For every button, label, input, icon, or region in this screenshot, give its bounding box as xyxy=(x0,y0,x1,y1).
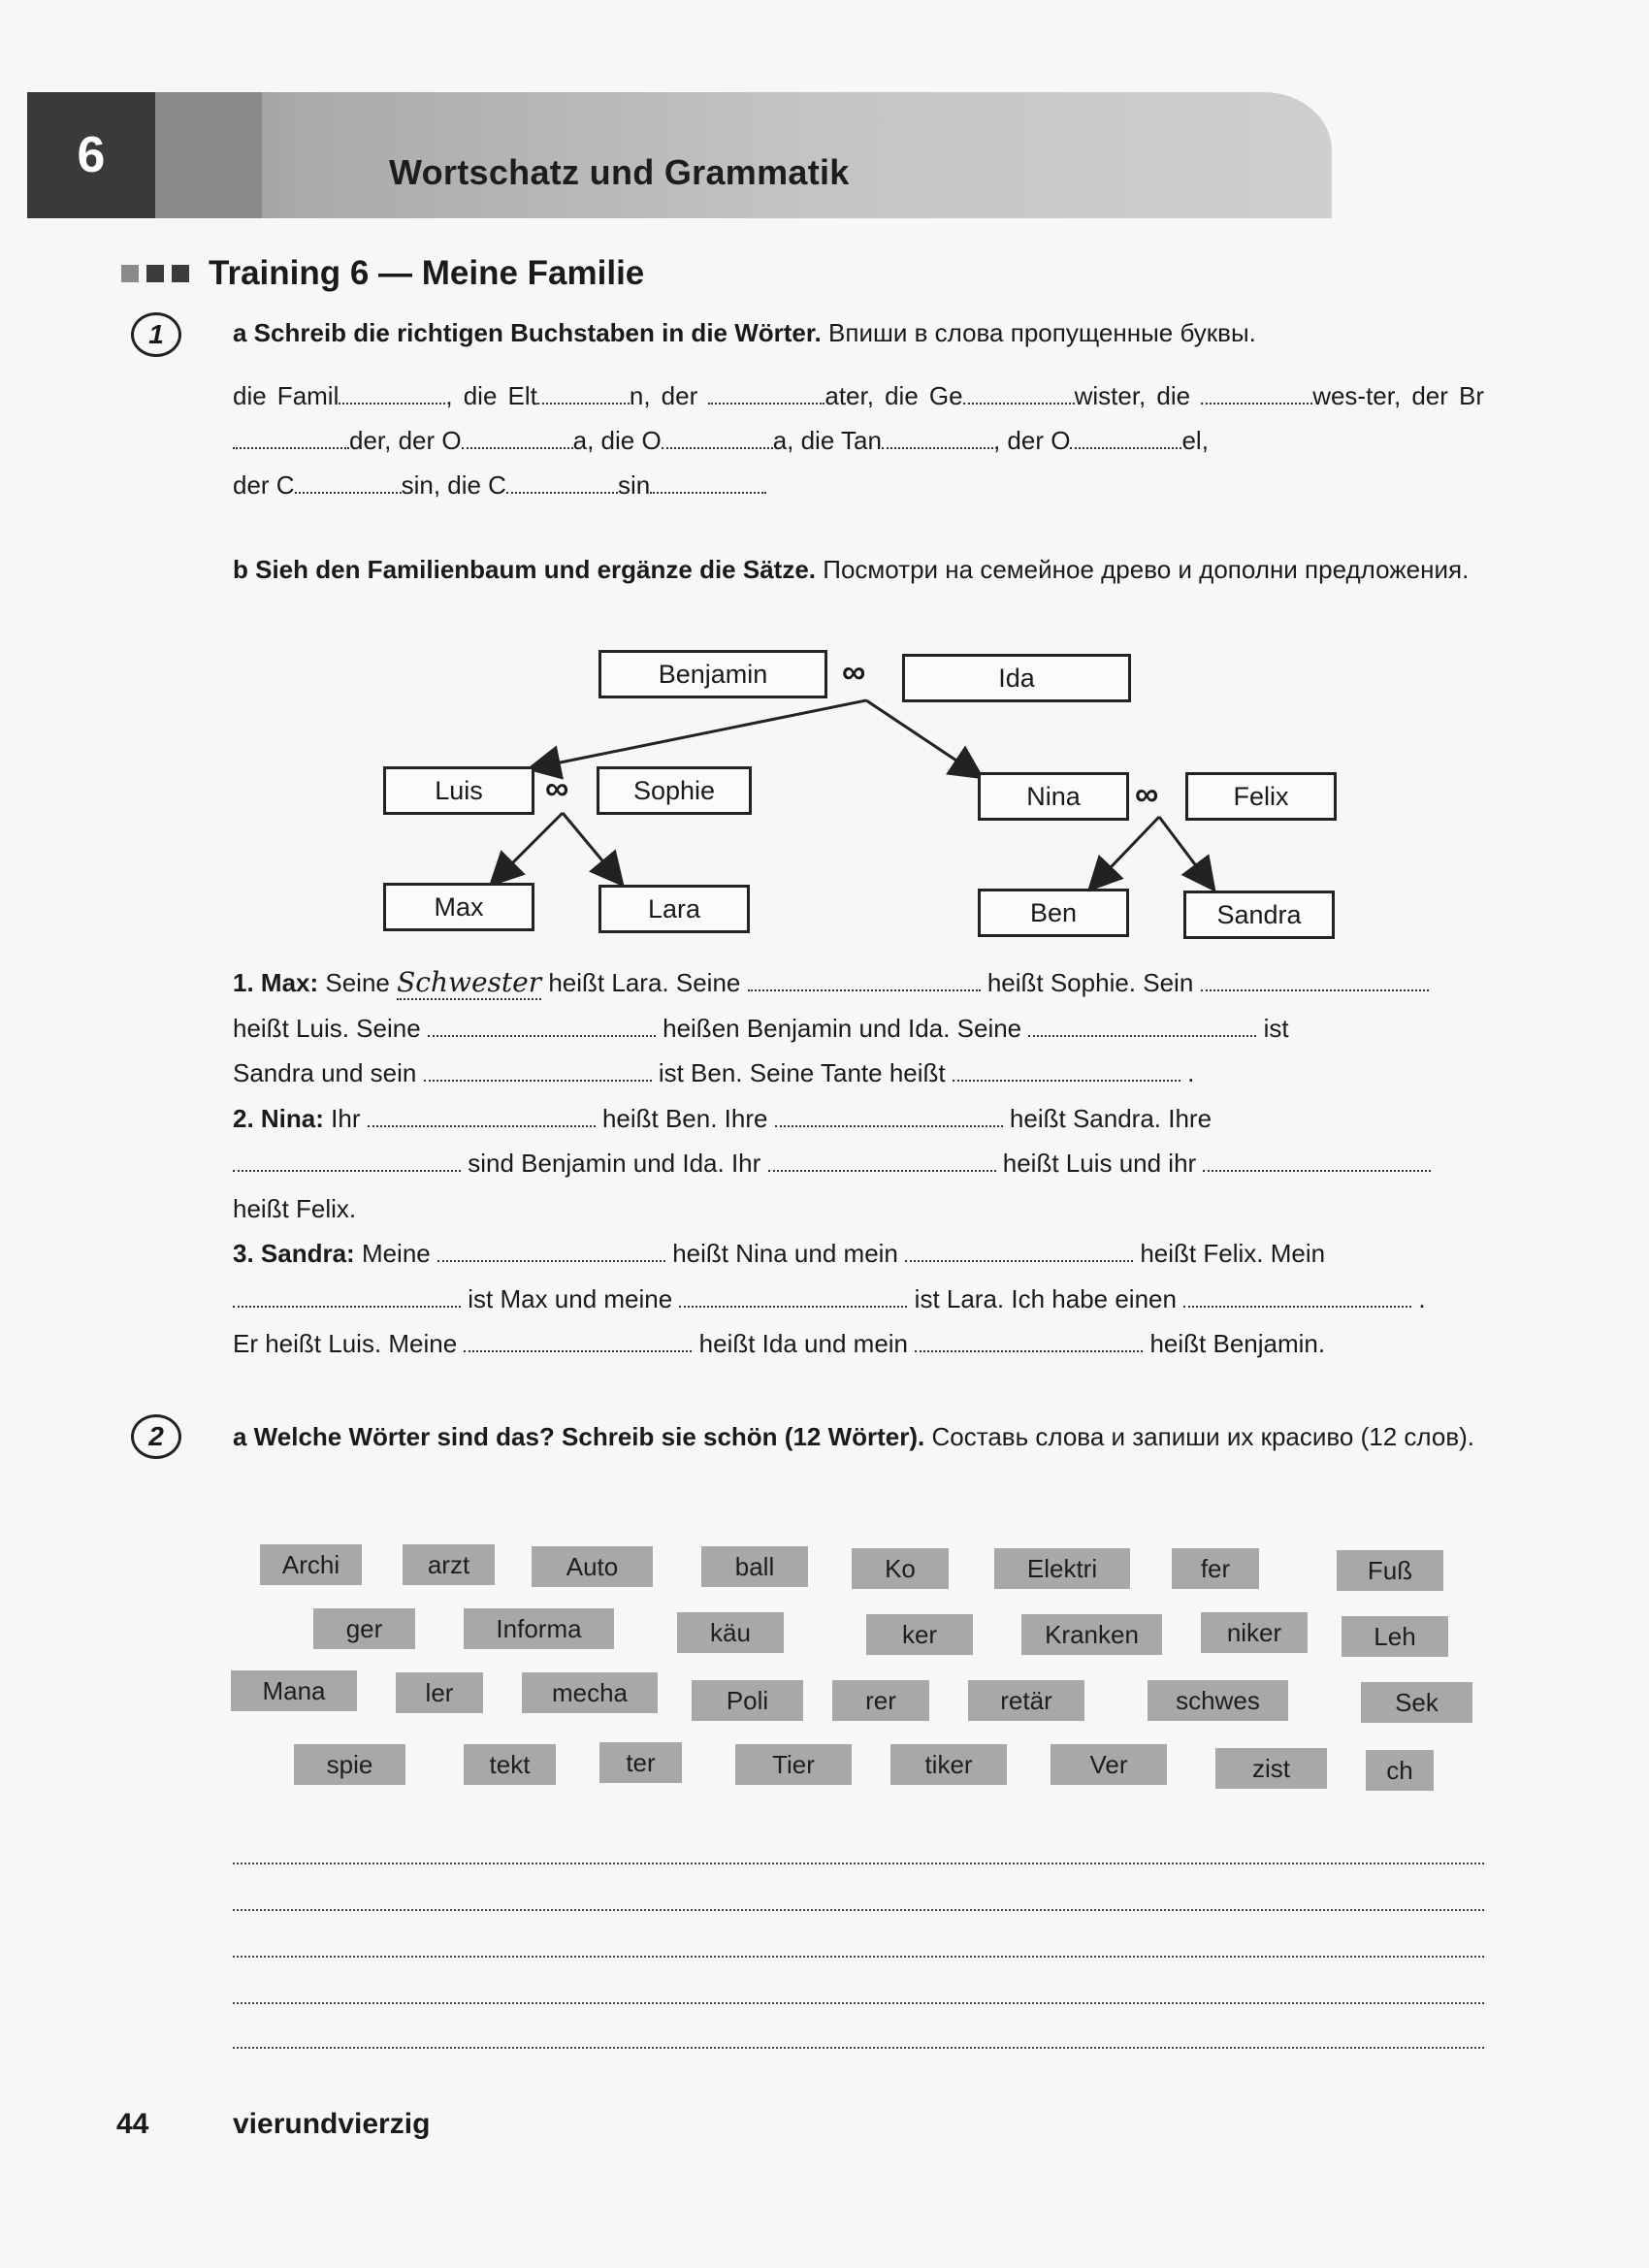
syllable-tile[interactable]: fer xyxy=(1172,1548,1259,1589)
blank-line[interactable] xyxy=(662,426,773,449)
tree-node-max: Max xyxy=(383,883,534,931)
exercise-1b-instruction xyxy=(233,553,1484,586)
sentence-text: heißt Lara. Seine xyxy=(541,968,748,997)
syllable-tile[interactable]: Ver xyxy=(1051,1744,1167,1785)
answer-line[interactable] xyxy=(233,2002,1484,2004)
sentence-text: heißt Luis und ihr xyxy=(995,1149,1204,1178)
chapter-header xyxy=(27,92,1332,218)
blank-line[interactable] xyxy=(679,1284,907,1308)
gap-text-part: el, xyxy=(1181,426,1209,455)
instruction-de: a Schreib die richtigen Buchstaben in die Wörter. xyxy=(233,318,822,347)
tree-arrow xyxy=(493,813,563,883)
syllable-tile[interactable]: käu xyxy=(677,1612,784,1653)
syllable-tile[interactable]: schwes xyxy=(1148,1680,1288,1721)
sentence-text: heißt Benjamin. xyxy=(1143,1329,1326,1358)
wedding-rings-icon: ∞ xyxy=(545,770,569,807)
instruction-de: a Welche Wörter sind das? Schreib sie schön (12 Wörter). xyxy=(233,1422,925,1451)
gap-text-part: sin, die C xyxy=(401,470,506,500)
handwritten-answer: Schwester xyxy=(397,966,542,998)
sentence-text: Seine xyxy=(318,968,398,997)
sentence-text: ist Ben. Seine Tante heißt xyxy=(651,1058,953,1087)
blank-line[interactable] xyxy=(1201,968,1429,991)
blank-line[interactable] xyxy=(339,381,445,405)
blank-line[interactable] xyxy=(768,1149,996,1172)
tree-node-sophie: Sophie xyxy=(597,766,752,815)
answer-line[interactable] xyxy=(233,1956,1484,1958)
blank-line[interactable] xyxy=(233,1149,461,1172)
exercise-2a-instruction xyxy=(233,1420,1484,1453)
tree-node-ben: Ben xyxy=(978,889,1129,937)
square-icon xyxy=(146,265,164,282)
tree-arrow xyxy=(866,700,980,776)
exercise-number-2: 2 xyxy=(131,1414,181,1459)
syllable-tile[interactable]: zist xyxy=(1215,1748,1327,1789)
blank-line[interactable] xyxy=(424,1058,652,1082)
syllable-tile[interactable]: retär xyxy=(968,1680,1084,1721)
sentence-text: ist xyxy=(1256,1013,1289,1043)
syllable-tile[interactable]: ler xyxy=(396,1672,483,1713)
sentence-text: ist Max und meine xyxy=(461,1283,680,1313)
syllable-tile[interactable]: Fuß xyxy=(1337,1550,1443,1591)
gap-text-part: wes-ter, der Br xyxy=(1312,381,1485,410)
syllable-tile[interactable]: Kranken xyxy=(1021,1614,1162,1655)
syllable-tile[interactable]: ger xyxy=(313,1608,415,1649)
blank-line[interactable] xyxy=(1183,1284,1411,1308)
sentence-text: heißt Ben. Ihre xyxy=(595,1103,775,1133)
syllable-tile[interactable]: Poli xyxy=(692,1680,803,1721)
blank-line[interactable] xyxy=(905,1239,1133,1262)
syllable-tile[interactable]: ball xyxy=(701,1546,808,1587)
blank-line[interactable] xyxy=(437,1239,665,1262)
tree-node-sandra: Sandra xyxy=(1183,891,1335,939)
blank-line[interactable] xyxy=(650,470,766,494)
header-title: Wortschatz und Grammatik xyxy=(389,152,850,192)
gap-text-part: , der O xyxy=(992,426,1071,455)
gap-text-part: , die Elt xyxy=(445,381,537,410)
training-title: Training 6 — Meine Familie xyxy=(209,254,645,292)
syllable-tile[interactable]: arzt xyxy=(403,1544,495,1585)
tree-arrow xyxy=(1159,817,1212,888)
sentence-text: ist Lara. Ich habe einen xyxy=(907,1283,1184,1313)
syllable-tile[interactable]: tekt xyxy=(464,1744,556,1785)
sentence-text: heißen Benjamin und Ida. Seine xyxy=(655,1013,1029,1043)
blank-line[interactable] xyxy=(428,1014,656,1037)
blank-line[interactable] xyxy=(1203,1149,1431,1172)
gap-text-part: der, der O xyxy=(349,426,462,455)
square-icon xyxy=(172,265,189,282)
sentence-label: 3. Sandra: xyxy=(233,1239,355,1268)
sentence-text: . xyxy=(1180,1058,1195,1087)
syllable-tile[interactable]: Auto xyxy=(532,1546,653,1587)
tree-node-nina: Nina xyxy=(978,772,1129,821)
gap-text-part: a, die O xyxy=(572,426,662,455)
syllable-tile[interactable]: spie xyxy=(294,1744,405,1785)
instruction-ru: Впиши в слова пропущенные буквы. xyxy=(828,318,1256,347)
blank-line[interactable] xyxy=(462,426,573,449)
wedding-rings-icon: ∞ xyxy=(842,654,866,691)
blank-line[interactable] xyxy=(953,1058,1180,1082)
gap-text-part: wister, die xyxy=(1074,381,1202,410)
sentence-text: sind Benjamin und Ida. Ihr xyxy=(461,1149,768,1178)
blank-line[interactable] xyxy=(915,1329,1143,1352)
instruction-de: b Sieh den Familienbaum und ergänze die Sätze. xyxy=(233,555,817,584)
gap-text-part: der C xyxy=(233,470,295,500)
blank-line[interactable] xyxy=(506,470,618,494)
blank-line[interactable] xyxy=(1028,1014,1256,1037)
tree-node-ida: Ida xyxy=(902,654,1131,702)
gap-text-part: a, die Tan xyxy=(772,426,882,455)
syllable-tile[interactable]: Tier xyxy=(735,1744,852,1785)
sentence-text: heißt Felix. xyxy=(233,1193,357,1223)
wedding-rings-icon: ∞ xyxy=(1135,776,1159,813)
sentence-text: heißt Nina und mein xyxy=(664,1239,906,1268)
blank-line[interactable] xyxy=(963,381,1075,405)
sentence-text: heißt Sophie. Sein xyxy=(980,968,1201,997)
blank-line[interactable] xyxy=(464,1329,692,1352)
sentence-label: 1. Max: xyxy=(233,968,319,997)
gap-text-part: n, der xyxy=(629,381,709,410)
syllable-tile[interactable]: ch xyxy=(1366,1750,1434,1791)
training-heading xyxy=(121,254,644,293)
tree-arrow xyxy=(532,700,866,768)
header-stripe xyxy=(155,92,262,218)
instruction-ru: Посмотри на семейное древо и дополни предложения. xyxy=(823,555,1470,584)
syllable-tile[interactable]: Mana xyxy=(231,1670,357,1711)
blank-line[interactable] xyxy=(775,1104,1003,1127)
sentence-text: Ihr xyxy=(323,1103,368,1133)
sentence-text: Er heißt Luis. Meine xyxy=(233,1329,465,1358)
sentence-text: . xyxy=(1411,1283,1426,1313)
sentence-block-2 xyxy=(233,1096,1484,1232)
blank-line[interactable] xyxy=(368,1104,596,1127)
syllable-tile[interactable]: mecha xyxy=(522,1672,658,1713)
blank-line[interactable] xyxy=(233,1284,461,1308)
page-number: 44 xyxy=(116,2108,149,2140)
exercise-number-1: 1 xyxy=(131,312,181,357)
blank-line[interactable] xyxy=(537,381,630,405)
syllable-tile[interactable]: rer xyxy=(832,1680,929,1721)
blank-line[interactable] xyxy=(748,968,981,991)
syllable-tile[interactable]: ker xyxy=(866,1614,973,1655)
tree-node-luis: Luis xyxy=(383,766,534,815)
fill-in-sentences xyxy=(233,960,1484,1367)
chapter-number: 6 xyxy=(27,92,155,218)
syllable-tile[interactable]: Elektri xyxy=(994,1548,1130,1589)
sentence-block-1 xyxy=(233,960,1484,1096)
sentence-text: Meine xyxy=(354,1239,437,1268)
answer-line[interactable] xyxy=(233,1909,1484,1911)
syllable-tile[interactable]: niker xyxy=(1201,1612,1308,1653)
exercise-1a-instruction xyxy=(233,316,1484,349)
syllable-tile[interactable]: ter xyxy=(599,1742,682,1783)
answer-line[interactable] xyxy=(233,2047,1484,2049)
tree-node-lara: Lara xyxy=(598,885,750,933)
syllable-tile[interactable]: Leh xyxy=(1342,1616,1448,1657)
sentence-text: Sandra und sein xyxy=(233,1058,424,1087)
blank-line[interactable] xyxy=(1070,426,1181,449)
tree-node-felix: Felix xyxy=(1185,772,1337,821)
blank-line[interactable] xyxy=(295,470,402,494)
instruction-ru: Составь слова и запиши их красиво (12 слов). xyxy=(931,1422,1475,1451)
sentence-text: heißt Luis. Seine xyxy=(233,1013,428,1043)
sentence-label: 2. Nina: xyxy=(233,1103,324,1133)
square-icon xyxy=(121,265,139,282)
blank-line[interactable] xyxy=(882,426,993,449)
gap-text-part: ater, die Ge xyxy=(824,381,963,410)
tree-arrow xyxy=(563,813,621,883)
blank-line[interactable] xyxy=(1201,381,1312,405)
gap-text-part: die Famil xyxy=(233,381,340,410)
sentence-text: heißt Felix. Mein xyxy=(1133,1239,1326,1268)
syllable-tile[interactable]: Ko xyxy=(852,1548,949,1589)
syllable-tile[interactable]: Sek xyxy=(1361,1682,1472,1723)
sentence-text: heißt Ida und mein xyxy=(692,1329,916,1358)
syllable-tile[interactable]: Informa xyxy=(464,1608,614,1649)
blank-line[interactable] xyxy=(708,381,824,405)
tree-arrow xyxy=(1091,817,1159,888)
answer-line[interactable] xyxy=(233,1863,1484,1864)
page-number-word: vierundvierzig xyxy=(233,2108,431,2140)
gap-text-part: sin xyxy=(617,470,651,500)
sentence-text: heißt Sandra. Ihre xyxy=(1002,1103,1212,1133)
syllable-tile[interactable]: Archi xyxy=(260,1544,362,1585)
gap-fill-text xyxy=(233,373,1484,507)
tree-node-benjamin: Benjamin xyxy=(598,650,827,698)
sentence-block-3 xyxy=(233,1231,1484,1367)
blank-line[interactable] xyxy=(233,426,349,449)
syllable-tile[interactable]: tiker xyxy=(890,1744,1007,1785)
